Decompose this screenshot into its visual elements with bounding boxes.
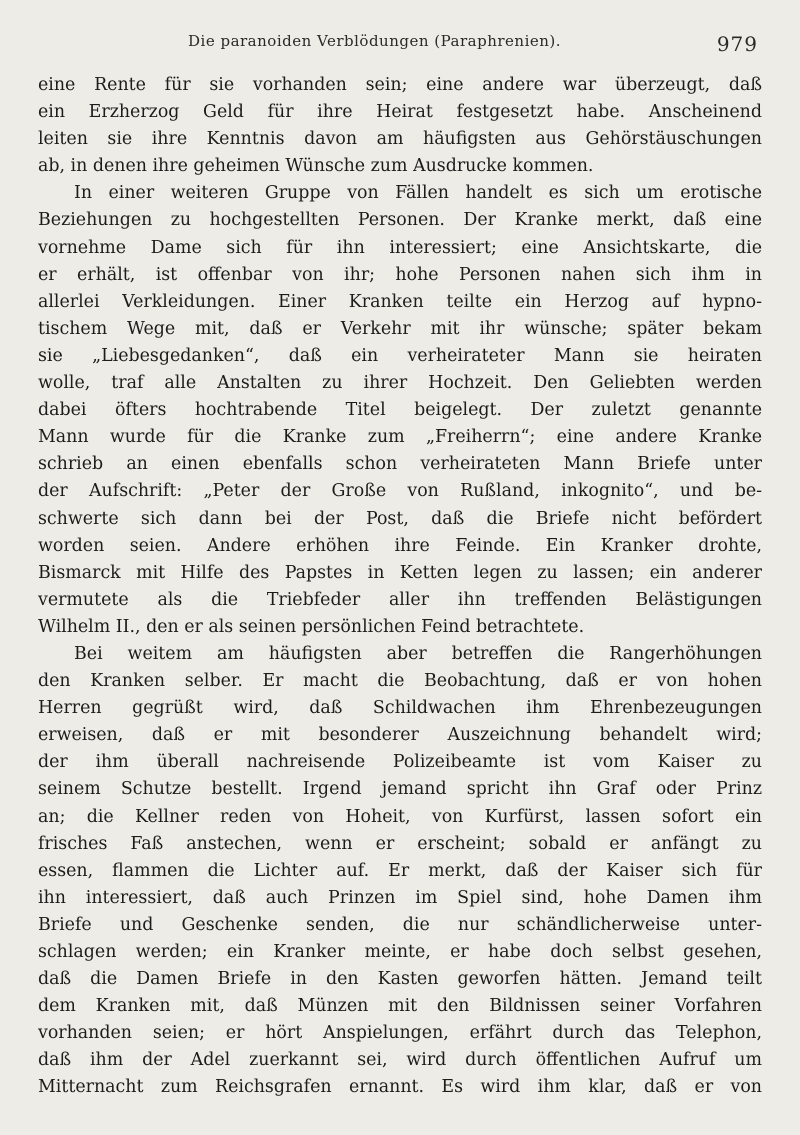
text-line: schlagen werden; ein Kranker meinte, er habe doch selbst gesehen, xyxy=(38,942,762,962)
text-line: worden seien. Andere erhöhen ihre Feinde. Ein Kranker drohte, xyxy=(38,535,762,556)
text-line: schrieb an einen ebenfalls schon verheirateten Mann Briefe unter xyxy=(38,454,762,475)
text-line: Mann wurde für die Kranke zum „Freiherrn“; eine andere Kranke xyxy=(38,427,762,448)
running-head: Die paranoiden Verblödungen (Paraphrenien). xyxy=(188,32,562,50)
text-line: dabei öfters hochtrabende Titel beigelegt. Der zuletzt genannte xyxy=(38,400,762,421)
text-line: der ihm überall nachreisende Polizeibeamte ist vom Kaiser zu xyxy=(38,752,762,773)
text-line: ihn interessiert, daß auch Prinzen im Spiel sind, hohe Damen ihm xyxy=(38,887,762,908)
text-line: allerlei Verkleidungen. Einer Kranken teilte ein Herzog auf hypno- xyxy=(38,291,762,312)
text-line: frisches Faß anstechen, wenn er erscheint; sobald er anfängt zu xyxy=(38,833,762,854)
text-line: Bei weitem am häufigsten aber betreffen die Rangerhöhungen xyxy=(74,643,762,664)
text-line: erweisen, daß er mit besonderer Auszeichnung behandelt wird; xyxy=(38,725,762,746)
text-line: tischem Wege mit, daß er Verkehr mit ihr wünsche; später bekam xyxy=(38,318,762,339)
text-line: eine Rente für sie vorhanden sein; eine andere war überzeugt, daß xyxy=(38,75,762,95)
text-line: wolle, traf alle Anstalten zu ihrer Hochzeit. Den Geliebten werden xyxy=(38,373,762,394)
text-line: ein Erzherzog Geld für ihre Heirat festgesetzt habe. Anscheinend xyxy=(38,102,762,123)
text-line: Mitternacht zum Reichsgrafen ernannt. Es wird ihm klar, daß er von xyxy=(38,1077,762,1098)
text-line: seinem Schutze bestellt. Irgend jemand spricht ihn Graf oder Prinz xyxy=(38,779,762,800)
text-line: sie „Liebesgedanken“, daß ein verheirateter Mann sie heiraten xyxy=(38,345,762,366)
text-line: an; die Kellner reden von Hoheit, von Kurfürst, lassen sofort ein xyxy=(38,806,762,827)
text-line: ab, in denen ihre geheimen Wünsche zum Ausdrucke kommen. xyxy=(38,156,594,177)
page-number: 979 xyxy=(716,32,758,56)
text-line: Briefe und Geschenke senden, die nur schändlicherweise unter- xyxy=(38,914,762,935)
text-line: Herren gegrüßt wird, daß Schildwachen ihm Ehrenbezeugungen xyxy=(38,698,762,719)
page-header xyxy=(38,28,762,58)
text-line: Wilhelm II., den er als seinen persönlichen Feind betrachtete. xyxy=(38,616,585,637)
text-line: daß ihm der Adel zuerkannt sei, wird durch öffentlichen Aufruf um xyxy=(38,1050,762,1071)
text-line: er erhält, ist offenbar von ihr; hohe Personen nahen sich ihm in xyxy=(38,264,762,285)
text-line: vermutete als die Triebfeder aller ihn treffenden Belästigungen xyxy=(38,589,762,610)
text-line: essen, flammen die Lichter auf. Er merkt, daß der Kaiser sich für xyxy=(38,860,762,881)
text-line: dem Kranken mit, daß Münzen mit den Bildnissen seiner Vorfahren xyxy=(38,996,762,1017)
text-line: schwerte sich dann bei der Post, daß die Briefe nicht befördert xyxy=(38,508,762,529)
text-line: den Kranken selber. Er macht die Beobachtung, daß er von hohen xyxy=(38,671,762,692)
text-line: vorhanden seien; er hört Anspielungen, erfährt durch das Telephon, xyxy=(38,1023,762,1044)
text-line: Beziehungen zu hochgestellten Personen. Der Kranke merkt, daß eine xyxy=(38,210,762,231)
text-line: In einer weiteren Gruppe von Fällen handelt es sich um erotische xyxy=(74,183,762,204)
text-line: leiten sie ihre Kenntnis davon am häufigsten aus Gehörstäuschungen xyxy=(38,129,762,150)
text-line: vornehme Dame sich für ihn interessiert; eine Ansichtskarte, die xyxy=(38,237,762,258)
text-line: der Aufschrift: „Peter der Große von Rußland, inkognito“, und be- xyxy=(38,481,762,502)
body-text xyxy=(38,72,762,1102)
text-line: daß die Damen Briefe in den Kasten geworfen hätten. Jemand teilt xyxy=(38,969,762,990)
text-line: Bismarck mit Hilfe des Papstes in Ketten legen zu lassen; ein anderer xyxy=(38,562,762,583)
